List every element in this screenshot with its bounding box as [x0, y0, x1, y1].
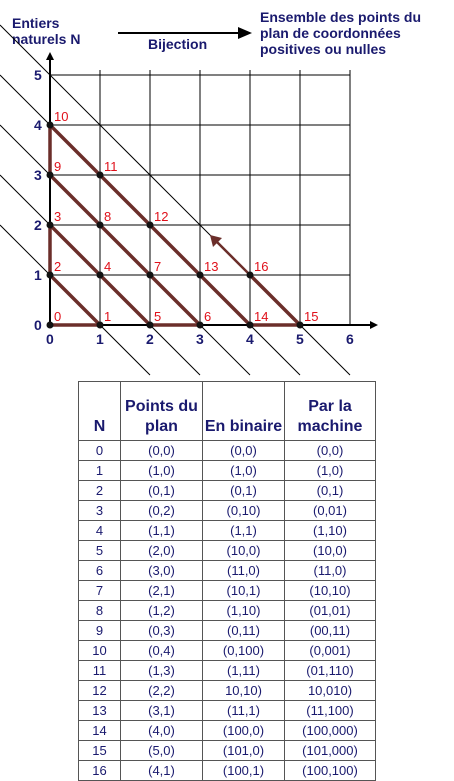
continuation-arrow [216, 241, 250, 275]
table-row [79, 681, 376, 701]
table-cell: 6 [79, 561, 121, 581]
table-row [79, 741, 376, 761]
table-cell: (0,10) [203, 501, 285, 521]
point-label: 2 [54, 259, 62, 274]
lattice-point [97, 172, 104, 179]
point-label: 5 [154, 309, 162, 324]
col-header-points: Points du plan [121, 382, 203, 441]
table-cell: 4 [79, 521, 121, 541]
lattice-point [47, 222, 54, 229]
table-cell: (3,0) [121, 561, 203, 581]
table-cell: (1,10) [285, 521, 376, 541]
table-cell: 1 [79, 461, 121, 481]
lattice-point [147, 322, 154, 329]
table-cell: (1,1) [203, 521, 285, 541]
table-cell: (0,4) [121, 641, 203, 661]
table-cell: (0,0) [203, 441, 285, 461]
point-label: 12 [154, 209, 169, 224]
table-cell: (101,0) [203, 741, 285, 761]
table-row [79, 561, 376, 581]
lattice-point [247, 322, 254, 329]
lattice-point [47, 322, 54, 329]
y-tick-label: 1 [34, 267, 42, 283]
point-label: 14 [254, 309, 269, 324]
x-tick-label: 6 [346, 331, 354, 347]
correspondence-table [78, 381, 376, 781]
table-cell: (100,0) [203, 721, 285, 741]
table-cell: 2 [79, 481, 121, 501]
table-cell: (1,0) [121, 461, 203, 481]
table-cell: (01,110) [285, 661, 376, 681]
table-row [79, 501, 376, 521]
y-tick-label: 5 [34, 67, 42, 83]
y-tick-label: 0 [34, 317, 42, 333]
table-cell: (100,1) [203, 761, 285, 781]
table-cell: 10,10) [203, 681, 285, 701]
y-tick-label: 4 [34, 117, 42, 133]
table-row [79, 541, 376, 561]
table-cell: 10,010) [285, 681, 376, 701]
table-cell: 13 [79, 701, 121, 721]
lattice-point [47, 172, 54, 179]
point-label: 10 [54, 109, 69, 124]
table-cell: (2,2) [121, 681, 203, 701]
table-cell: (101,000) [285, 741, 376, 761]
table-cell: (0,1) [285, 481, 376, 501]
table-cell: (00,11) [285, 621, 376, 641]
point-label: 4 [104, 259, 112, 274]
x-tick-label: 1 [96, 331, 104, 347]
table-cell: (1,3) [121, 661, 203, 681]
point-label: 11 [104, 159, 118, 174]
lattice-point [197, 272, 204, 279]
point-label: 1 [104, 309, 112, 324]
y-tick-label: 2 [34, 217, 42, 233]
table-row [79, 641, 376, 661]
table-cell: 5 [79, 541, 121, 561]
table-cell: (1,0) [203, 461, 285, 481]
table-cell: (0,001) [285, 641, 376, 661]
table-cell: 15 [79, 741, 121, 761]
lattice-point [247, 272, 254, 279]
table-cell: (11,1) [203, 701, 285, 721]
table-row [79, 721, 376, 741]
table-cell: (10,1) [203, 581, 285, 601]
col-header-machine: Par la machine [285, 382, 376, 441]
table-cell: (0,0) [121, 441, 203, 461]
table-cell: 0 [79, 441, 121, 461]
lattice-point [147, 272, 154, 279]
point-label: 16 [254, 259, 269, 274]
table-cell: (100,100) [285, 761, 376, 781]
col-header-n: N [79, 382, 121, 441]
point-label: 8 [104, 209, 112, 224]
table-cell: 16 [79, 761, 121, 781]
lattice-point [297, 322, 304, 329]
table-cell: (4,0) [121, 721, 203, 741]
table-cell: (0,11) [203, 621, 285, 641]
table-cell: 7 [79, 581, 121, 601]
table-cell: (1,10) [203, 601, 285, 621]
table-cell: (0,01) [285, 501, 376, 521]
x-tick-label: 2 [146, 331, 154, 347]
table-cell: (0,2) [121, 501, 203, 521]
table-cell: (11,100) [285, 701, 376, 721]
lattice-point [97, 322, 104, 329]
table-row [79, 621, 376, 641]
table-row [79, 601, 376, 621]
lattice-point [97, 272, 104, 279]
table-cell: (2,1) [121, 581, 203, 601]
table-cell: (01,01) [285, 601, 376, 621]
domain-title: Entiers naturels N [12, 15, 81, 47]
table-row [79, 461, 376, 481]
table-row [79, 581, 376, 601]
table-cell: 10 [79, 641, 121, 661]
table-cell: (10,0) [203, 541, 285, 561]
point-label: 13 [204, 259, 219, 274]
table-cell: (10,10) [285, 581, 376, 601]
table-cell: (2,0) [121, 541, 203, 561]
x-tick-label: 5 [296, 331, 304, 347]
table-row [79, 661, 376, 681]
bijection-label: Bijection [148, 36, 208, 52]
table-cell: 14 [79, 721, 121, 741]
lattice-point [147, 222, 154, 229]
table-cell: (0,0) [285, 441, 376, 461]
table-cell: (11,0) [285, 561, 376, 581]
table-row [79, 521, 376, 541]
y-tick-label: 3 [34, 167, 42, 183]
table-cell: (0,1) [121, 481, 203, 501]
correspondence-table-wrapper [78, 381, 376, 781]
x-tick-label: 4 [246, 331, 254, 347]
lattice-point [47, 272, 54, 279]
x-tick-label: 3 [196, 331, 204, 347]
enumeration-diagram [0, 0, 454, 380]
table-cell: (10,0) [285, 541, 376, 561]
table-row [79, 481, 376, 501]
point-label: 0 [54, 309, 62, 324]
table-cell: (1,0) [285, 461, 376, 481]
table-cell: (1,2) [121, 601, 203, 621]
table-header-row [79, 382, 376, 441]
x-tick-label: 0 [46, 331, 54, 347]
table-body [79, 441, 376, 781]
lattice-point [97, 222, 104, 229]
table-cell: 8 [79, 601, 121, 621]
table-cell: (4,1) [121, 761, 203, 781]
table-cell: 9 [79, 621, 121, 641]
lattice-point [47, 122, 54, 129]
table-cell: (5,0) [121, 741, 203, 761]
grid [50, 70, 350, 325]
point-label: 9 [54, 159, 62, 174]
codomain-title: Ensemble des points du plan de coordonnées positives ou nulles [260, 9, 422, 57]
x-axis-arrowhead [370, 321, 378, 329]
col-header-binary: En binaire [203, 382, 285, 441]
lattice-point [197, 322, 204, 329]
table-cell: 3 [79, 501, 121, 521]
table-cell: (1,11) [203, 661, 285, 681]
point-label: 7 [154, 259, 162, 274]
table-cell: (0,100) [203, 641, 285, 661]
table-cell: (0,3) [121, 621, 203, 641]
point-label: 15 [304, 309, 319, 324]
table-cell: (11,0) [203, 561, 285, 581]
table-row [79, 761, 376, 781]
table-cell: (0,1) [203, 481, 285, 501]
table-cell: 11 [79, 661, 121, 681]
table-row [79, 701, 376, 721]
table-cell: (100,000) [285, 721, 376, 741]
table-cell: 12 [79, 681, 121, 701]
table-cell: (3,1) [121, 701, 203, 721]
table-row [79, 441, 376, 461]
point-label: 6 [204, 309, 212, 324]
point-label: 3 [54, 209, 62, 224]
table-cell: (1,1) [121, 521, 203, 541]
y-axis-arrowhead [46, 52, 54, 60]
